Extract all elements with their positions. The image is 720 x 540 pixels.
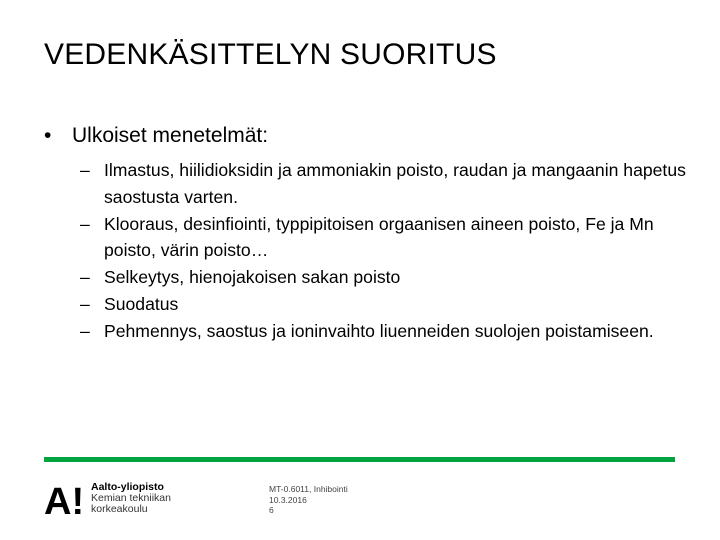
dash-marker: –	[80, 293, 90, 314]
sub-bullet-text: Selkeytys, hienojakoisen sakan poisto	[104, 267, 401, 288]
footer-meta	[269, 484, 348, 516]
footer-course: MT-0.6011, Inhibointi	[269, 484, 348, 494]
sub-bullet-item	[80, 211, 690, 265]
dash-marker: –	[80, 160, 90, 180]
logo-mark-text: A!	[44, 482, 85, 516]
university-logo	[44, 482, 171, 516]
dash-marker: –	[80, 320, 90, 341]
sub-bullet-text: Klooraus, desinfiointi, typpipitoisen orgaanisen aineen poisto, Fe ja Mn poisto, värin poisto…	[104, 213, 654, 261]
footer-date: 10.3.2016	[269, 494, 307, 505]
footer-divider	[44, 457, 675, 462]
sub-bullet-item	[80, 264, 690, 291]
sub-bullet-list	[80, 157, 690, 345]
sub-bullet-text: Pehmennys, saostus ja ioninvaihto liuenneiden suolojen poistamiseen.	[104, 320, 654, 341]
slide-title: VEDENKÄSITTELYN SUORITUS	[44, 38, 497, 71]
bullet-marker: •	[44, 124, 52, 147]
bullet-text: Ulkoiset menetelmät:	[72, 124, 269, 147]
sub-bullet-item	[80, 318, 690, 345]
aalto-logo-icon	[44, 482, 86, 516]
logo-university-name: Aalto-yliopisto	[91, 481, 164, 493]
logo-school-line-1: Kemian tekniikan	[91, 492, 171, 504]
sub-bullet-item	[80, 157, 690, 211]
logo-school-line-2: korkeakoulu	[91, 503, 148, 515]
logo-text	[91, 482, 171, 515]
bullet-item	[44, 124, 268, 148]
sub-bullet-text: Suodatus	[104, 293, 179, 314]
page-number: 6	[269, 505, 274, 515]
dash-marker: –	[80, 267, 90, 288]
sub-bullet-item	[80, 291, 690, 318]
dash-marker: –	[80, 213, 90, 234]
sub-bullet-text: Ilmastus, hiilidioksidin ja ammoniakin poisto, raudan ja mangaanin hapetus saostusta varten.	[104, 160, 686, 207]
